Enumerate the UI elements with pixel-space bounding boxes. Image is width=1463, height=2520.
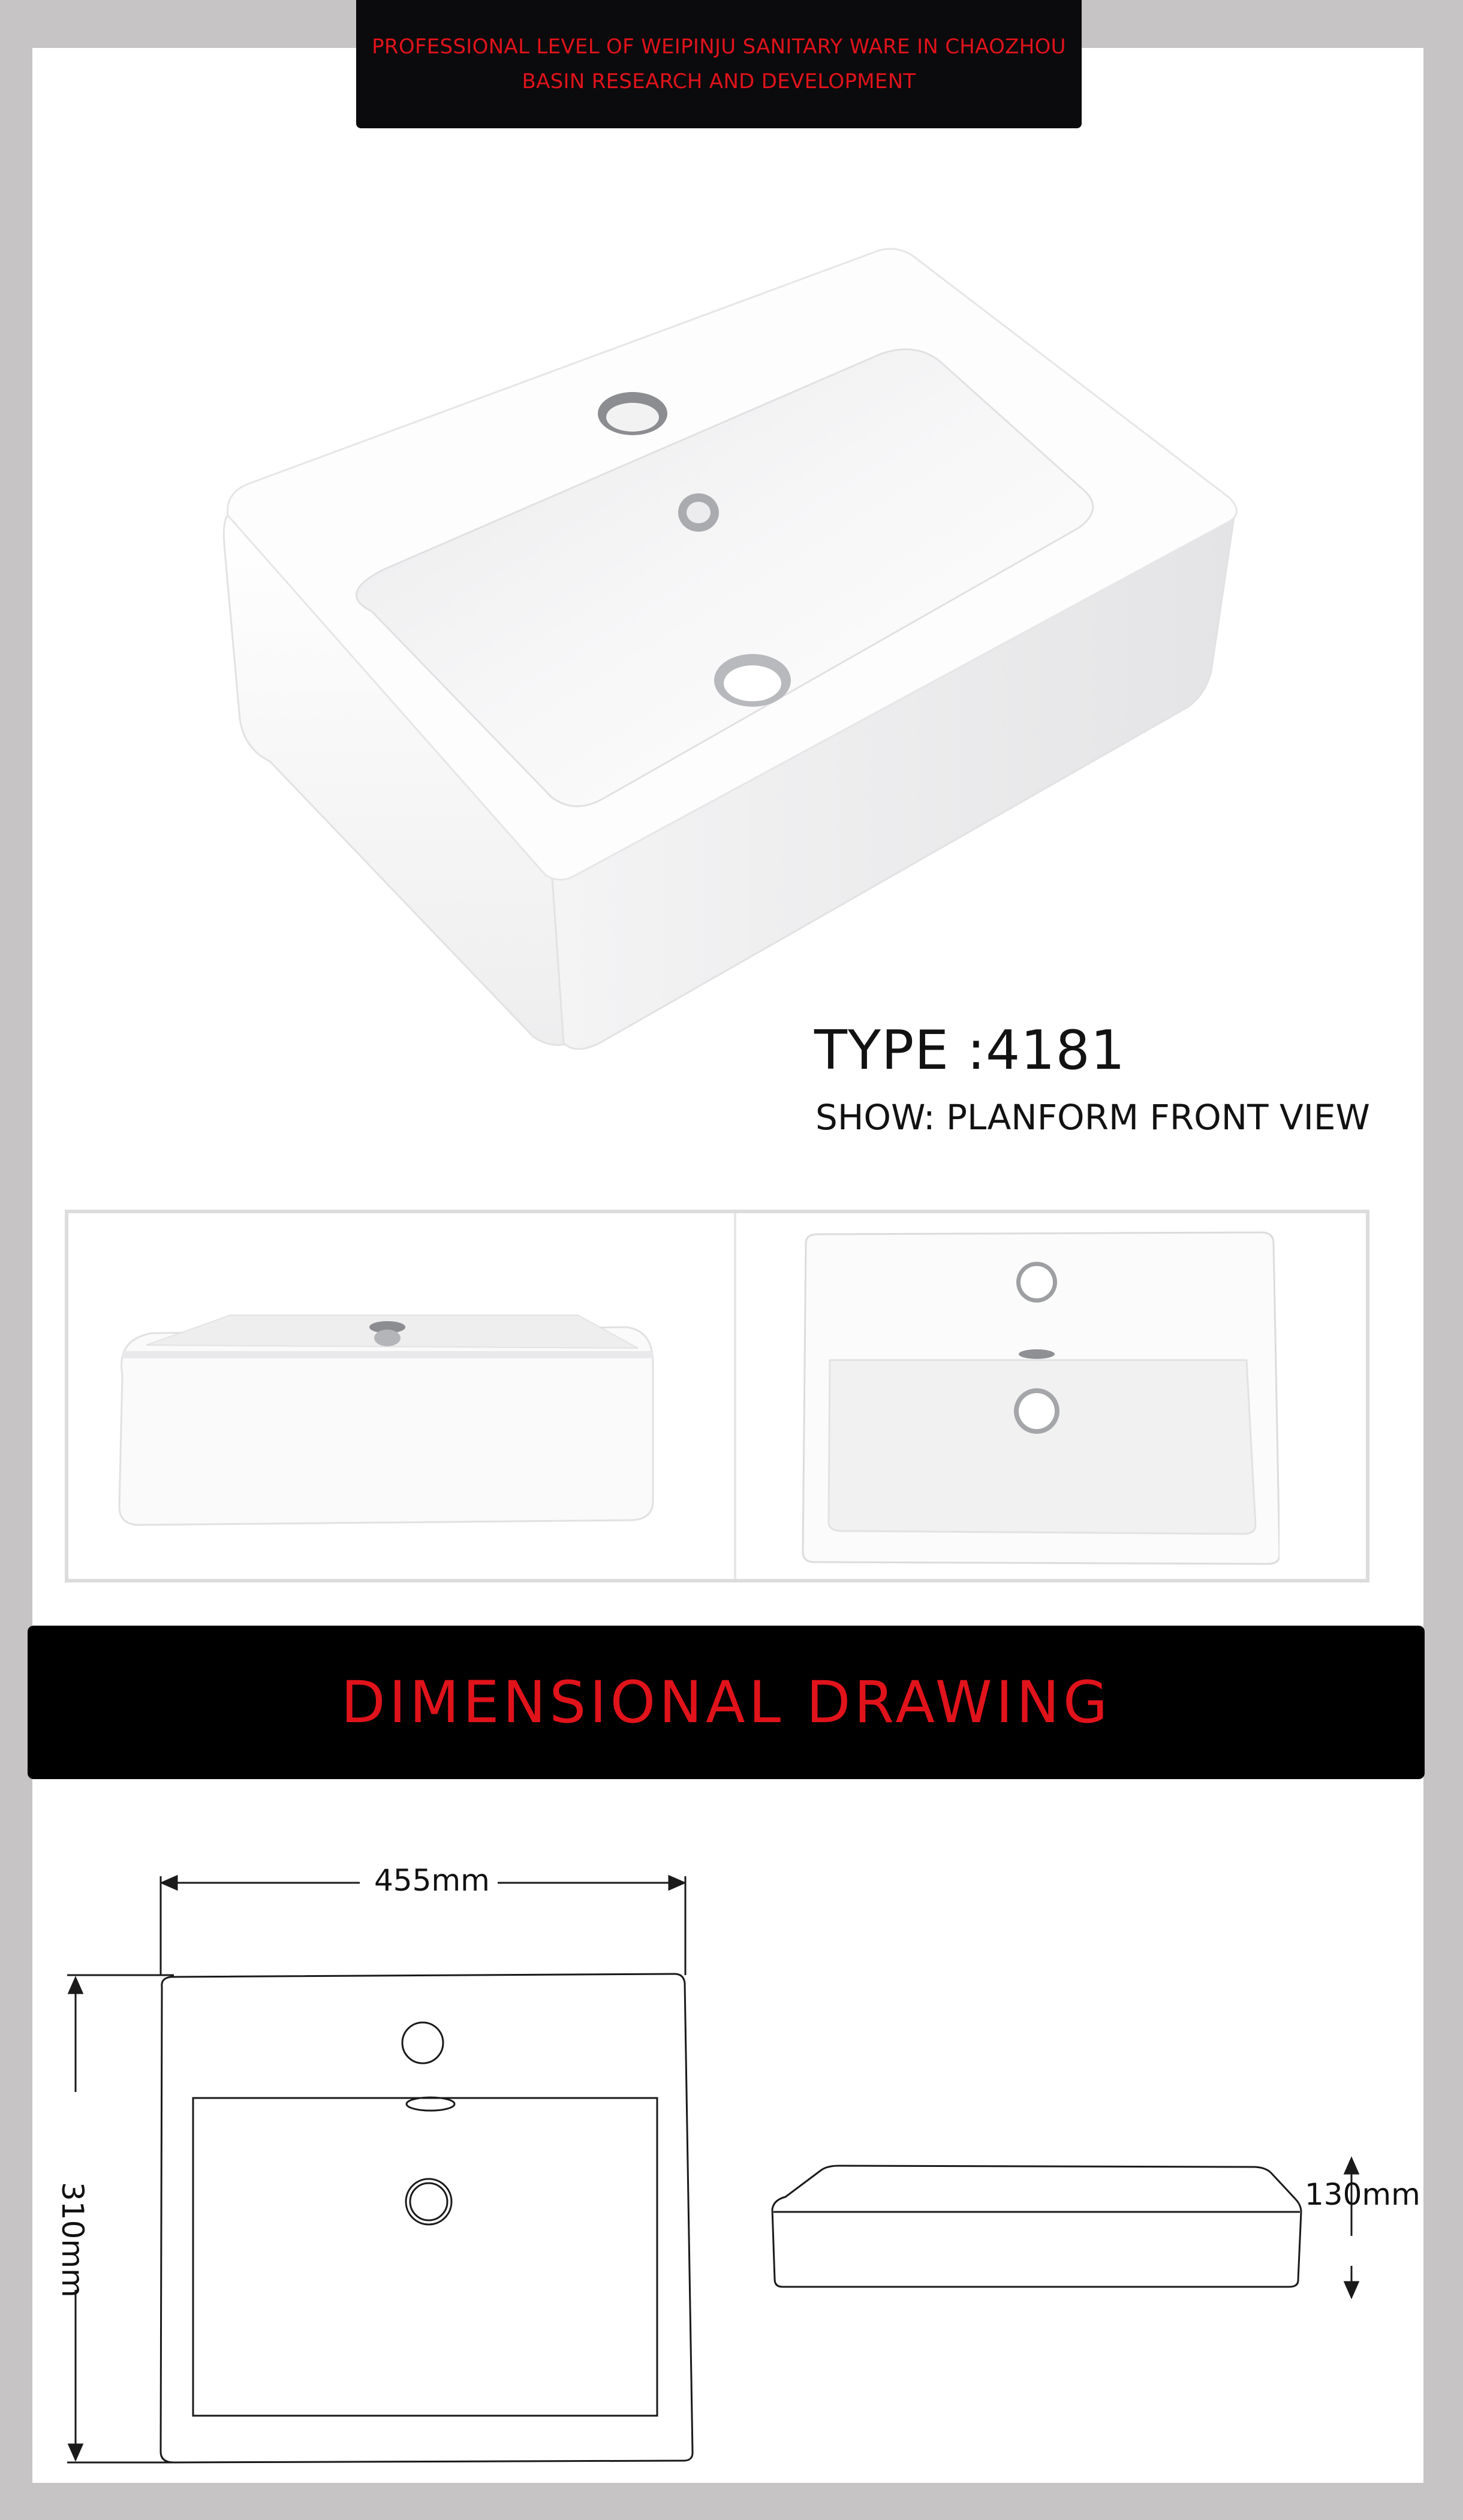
height-arrow-top: [1345, 2159, 1358, 2174]
basin-top-view-image: [800, 1231, 1280, 1567]
plan-bowl-outline: [193, 2098, 657, 2416]
product-type-title: TYPE :4181: [814, 1019, 1126, 1082]
width-arrow-left: [162, 1876, 177, 1889]
plan-tap-hole: [402, 2022, 443, 2063]
plan-drain-outer: [406, 2179, 451, 2224]
depth-arrow-top: [69, 1978, 82, 1993]
dimensional-drawing: [0, 1828, 1463, 2488]
top-banner: [356, 0, 1082, 128]
plan-overflow: [407, 2097, 454, 2111]
basin-front-view-image: [110, 1303, 668, 1531]
basin-hero-image: [216, 240, 1241, 1055]
width-dimension-label: 455mm: [374, 1863, 490, 1898]
product-show-caption: SHOW: PLANFORM FRONT VIEW: [815, 1097, 1370, 1138]
section-title: DIMENSIONAL DRAWING: [341, 1669, 1112, 1736]
depth-arrow-bottom: [69, 2444, 82, 2459]
header-line-2: BASIN RESEARCH AND DEVELOPMENT: [522, 70, 916, 94]
depth-dimension-label: 310mm: [55, 2182, 90, 2298]
header-line-1: PROFESSIONAL LEVEL OF WEIPINJU SANITARY WARE IN CHAOZHOU: [372, 35, 1066, 59]
views-frame: [65, 1210, 1369, 1582]
width-arrow-right: [669, 1876, 684, 1889]
plan-drain-inner: [410, 2183, 447, 2220]
height-dimension-label: 130mm: [1305, 2177, 1420, 2212]
section-banner: [28, 1626, 1425, 1779]
height-arrow-bottom: [1345, 2282, 1358, 2297]
side-outline: [772, 2166, 1301, 2287]
plan-outline: [161, 1974, 693, 2462]
views-divider: [734, 1213, 736, 1579]
